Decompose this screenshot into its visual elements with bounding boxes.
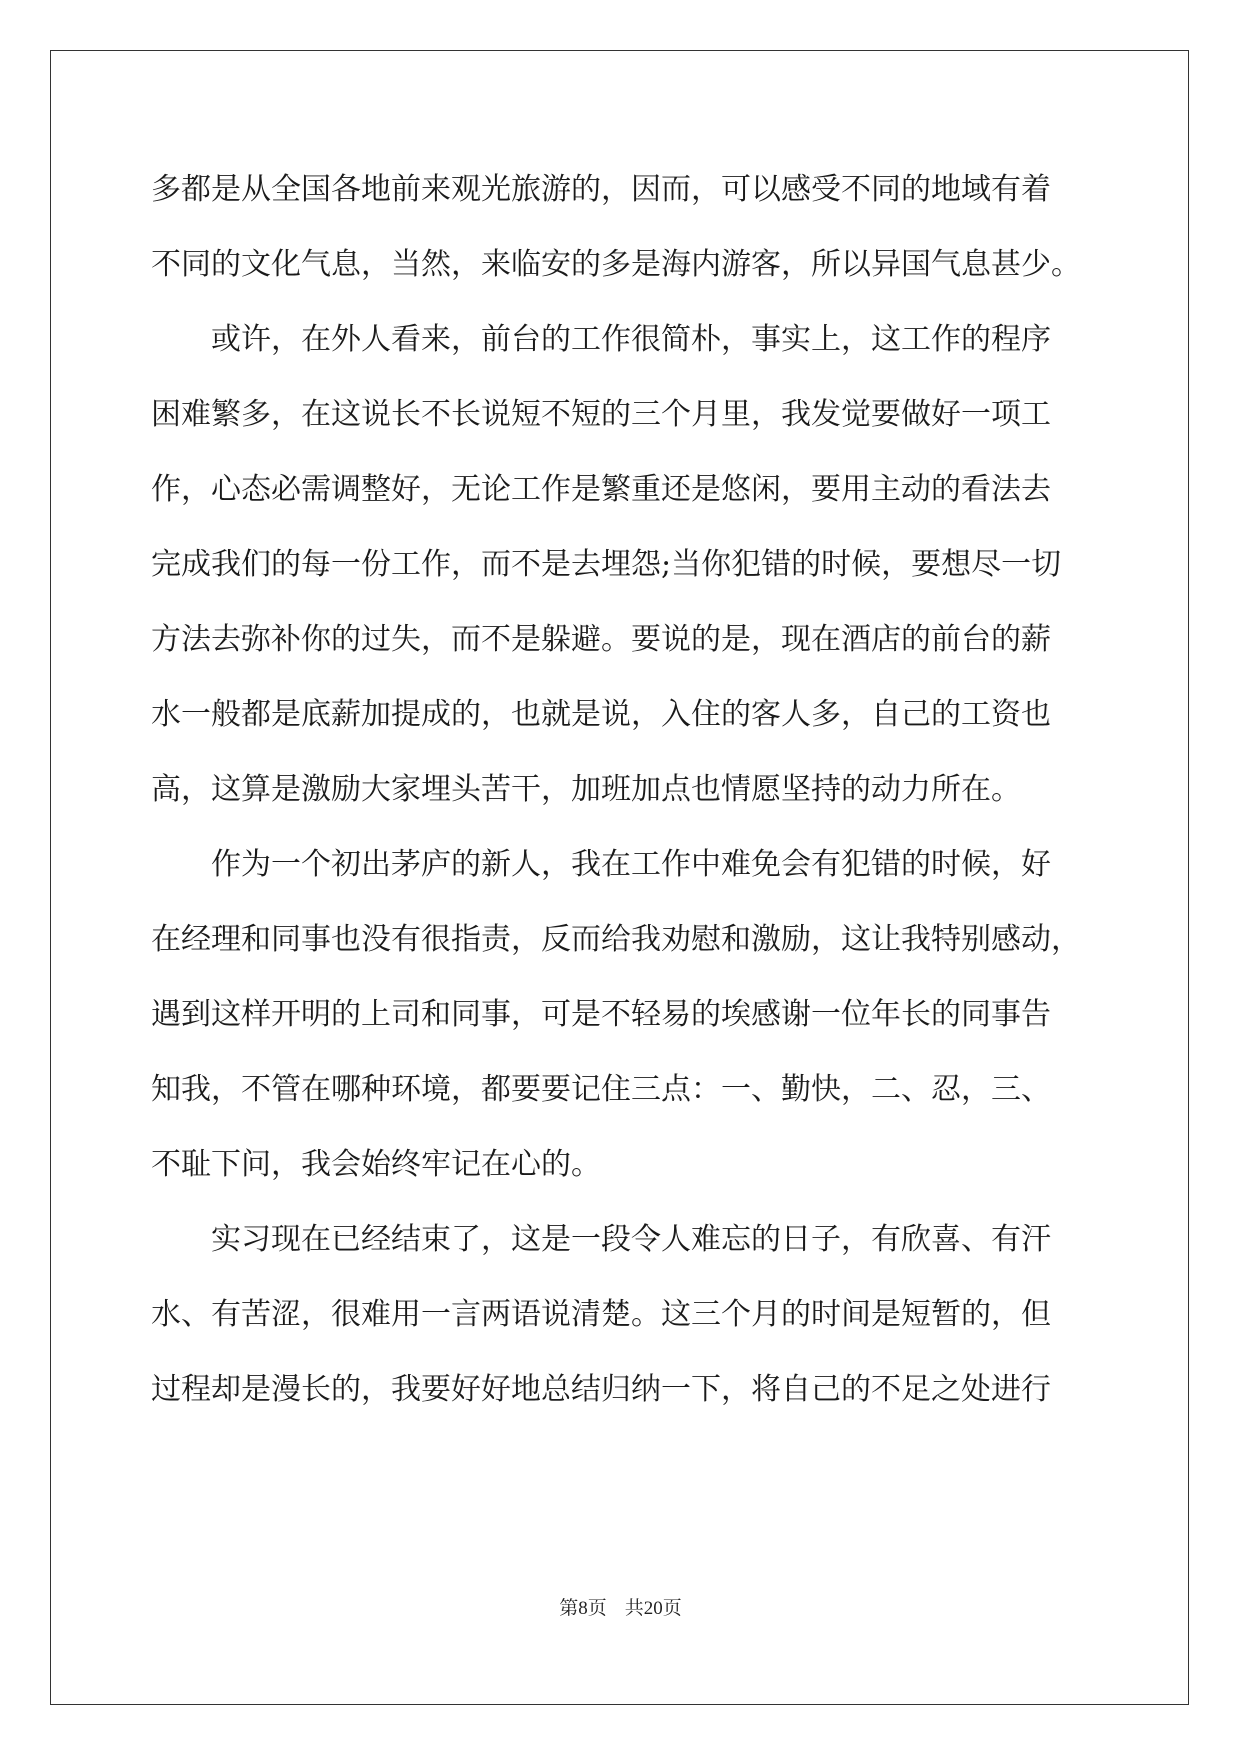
text-line: 高，这算是激励大家埋头苦干，加班加点也情愿坚持的动力所在。 — [151, 772, 1021, 807]
text-line: 完成我们的每一份工作，而不是去埋怨;当你犯错的时候，要想尽一切 — [151, 547, 1062, 582]
text-line: 或许，在外人看来，前台的工作很简朴，事实上，这工作的程序 — [151, 322, 1051, 357]
text-line: 在经理和同事也没有很指责，反而给我劝慰和激励，这让我特别感动， — [151, 922, 1081, 957]
text-line: 作为一个初出茅庐的新人，我在工作中难免会有犯错的时候，好 — [151, 847, 1051, 882]
text-line: 实习现在已经结束了，这是一段令人难忘的日子，有欣喜、有汗 — [151, 1222, 1051, 1257]
text-line: 多都是从全国各地前来观光旅游的，因而，可以感受不同的地域有着 — [151, 172, 1051, 207]
text-line: 方法去弥补你的过失，而不是躲避。要说的是，现在酒店的前台的薪 — [151, 622, 1051, 657]
page-number: 第8页 — [559, 1598, 607, 1619]
text-line: 水、有苦涩，很难用一言两语说清楚。这三个月的时间是短暂的，但 — [151, 1297, 1051, 1332]
text-line: 困难繁多，在这说长不长说短不短的三个月里，我发觉要做好一项工 — [151, 397, 1051, 432]
page-footer — [0, 1596, 1241, 1622]
text-line: 水一般都是底薪加提成的，也就是说，入住的客人多，自己的工资也 — [151, 697, 1051, 732]
text-line: 知我，不管在哪种环境，都要要记住三点：一、勤快，二、忍，三、 — [151, 1072, 1051, 1107]
text-line: 遇到这样开明的上司和同事，可是不轻易的埃感谢一位年长的同事告 — [151, 997, 1051, 1032]
text-line: 过程却是漫长的，我要好好地总结归纳一下，将自己的不足之处进行 — [151, 1372, 1051, 1407]
text-line: 不耻下问，我会始终牢记在心的。 — [151, 1147, 601, 1182]
text-line: 不同的文化气息，当然，来临安的多是海内游客，所以异国气息甚少。 — [151, 247, 1081, 282]
page-total: 共20页 — [624, 1598, 682, 1619]
text-line: 作，心态必需调整好，无论工作是繁重还是悠闲，要用主动的看法去 — [151, 472, 1051, 507]
